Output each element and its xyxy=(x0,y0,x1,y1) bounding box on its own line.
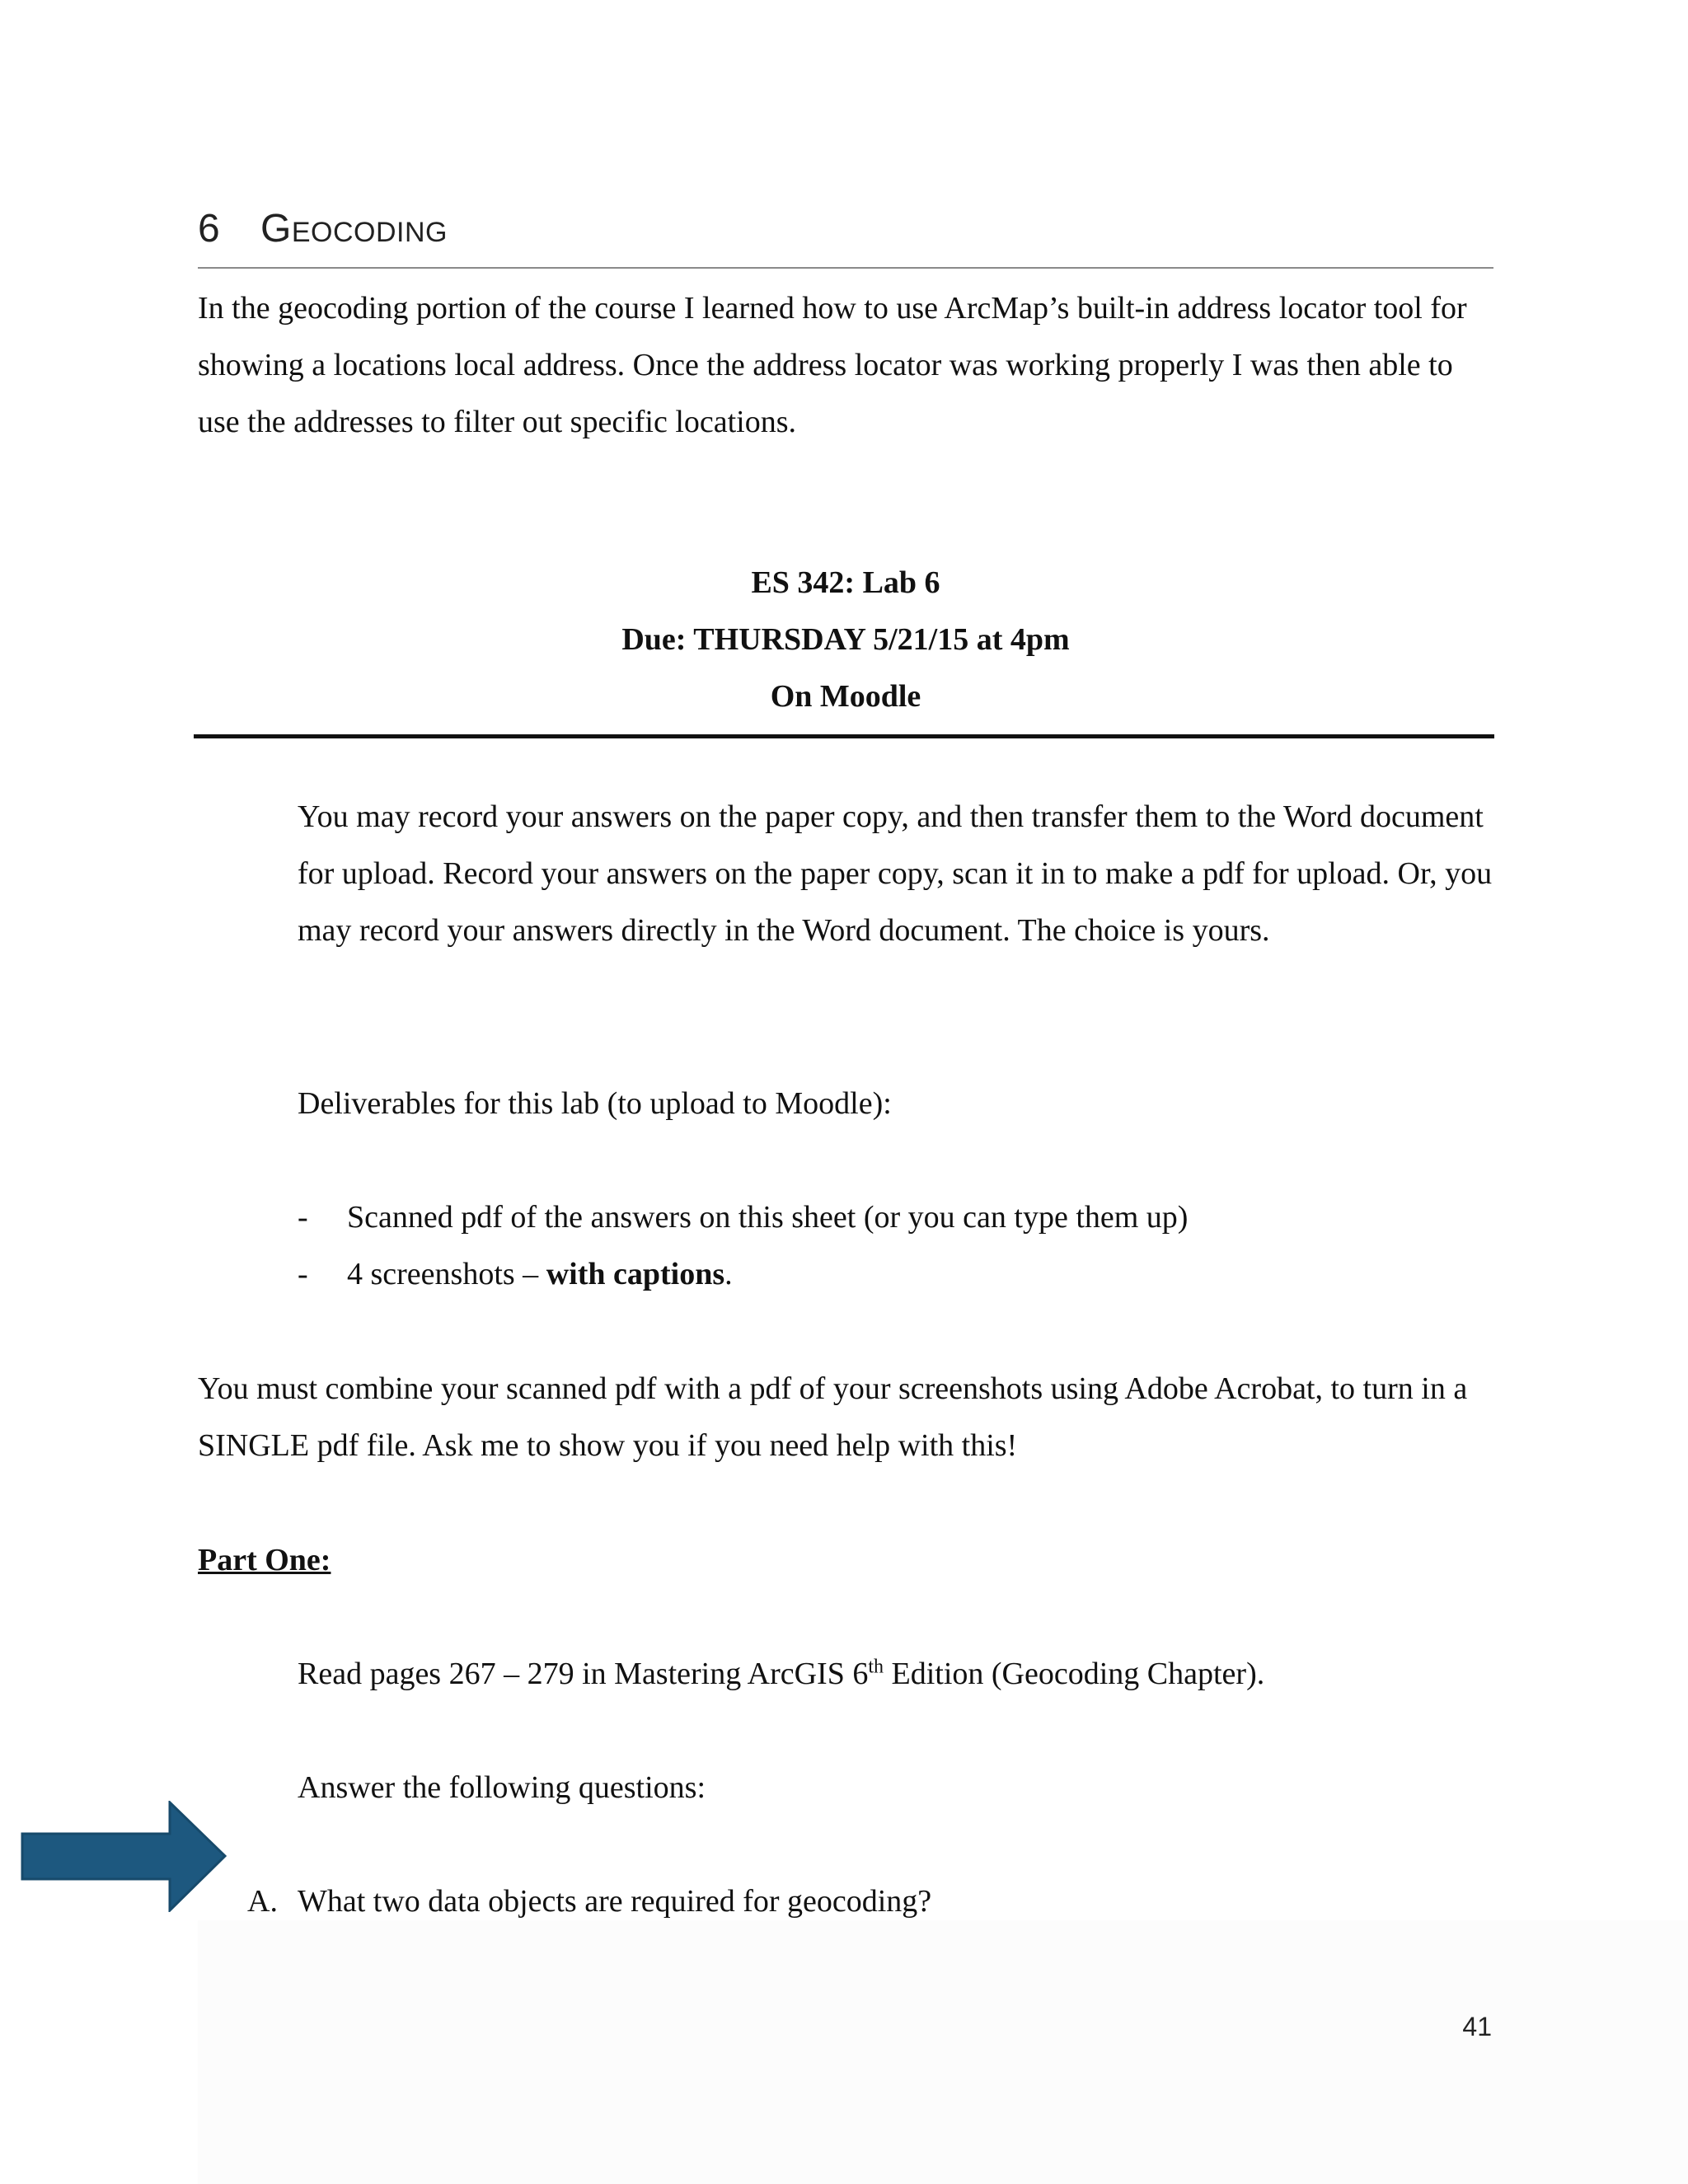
page-number: 41 xyxy=(1462,2012,1492,2041)
question-text: What two data objects are required for geocoding? xyxy=(298,1884,932,1919)
deliverable-item-emphasis: with captions xyxy=(546,1257,725,1291)
instructions-paragraph: You may record your answers on the paper copy, and then transfer them to the Word document for upload. Record your answers on the paper copy, scan it in to make a pdf for upload. Or, you may record your answers directly in the Word document. The choice is yours. xyxy=(298,799,1493,948)
lab-course-title: ES 342: Lab 6 xyxy=(751,565,940,600)
page-shading xyxy=(198,1920,1688,2184)
list-dash: - xyxy=(298,1200,308,1235)
part-one-heading: Part One: xyxy=(198,1543,331,1577)
list-item xyxy=(298,1189,1451,1246)
answer-prompt: Answer the following questions: xyxy=(298,1770,706,1805)
lab-submission-location: On Moodle xyxy=(770,679,921,714)
lab-due-date: Due: THURSDAY 5/21/15 at 4pm xyxy=(621,622,1070,657)
list-dash: - xyxy=(298,1257,308,1291)
reading-text: Read pages 267 – 279 in Mastering ArcGIS 6 xyxy=(298,1657,869,1691)
deliverables-list xyxy=(298,1189,1451,1303)
section-number: 6 xyxy=(198,207,220,251)
question-a xyxy=(247,1873,931,1930)
lab-header xyxy=(198,555,1493,725)
combine-paragraph: You must combine your scanned pdf with a pdf of your screenshots using Adobe Acrobat, to turn in a SINGLE pdf file. Ask me to show you if you need help with this! xyxy=(198,1371,1468,1463)
right-arrow-icon xyxy=(21,1801,227,1912)
header-divider xyxy=(194,734,1494,738)
reading-text-end: Edition (Geocoding Chapter). xyxy=(884,1657,1265,1691)
deliverable-item-text: 4 screenshots – xyxy=(347,1257,546,1291)
deliverables-label: Deliverables for this lab (to upload to Moodle): xyxy=(298,1086,892,1121)
deliverable-item-text: Scanned pdf of the answers on this sheet (or you can type them up) xyxy=(347,1200,1189,1235)
deliverable-item-suffix: . xyxy=(724,1257,733,1291)
intro-paragraph: In the geocoding portion of the course I learned how to use ArcMap’s built-in address locator tool for showing a locations local address. Once the address locator was working properly I was then able to use the addresses to filter out specific locations. xyxy=(198,291,1467,439)
section-heading xyxy=(198,204,1493,269)
reading-assignment xyxy=(298,1646,1264,1703)
question-letter: A. xyxy=(247,1884,278,1919)
list-item xyxy=(298,1246,1451,1303)
section-title: Geocoding xyxy=(260,207,448,251)
reading-superscript: th xyxy=(868,1656,884,1678)
